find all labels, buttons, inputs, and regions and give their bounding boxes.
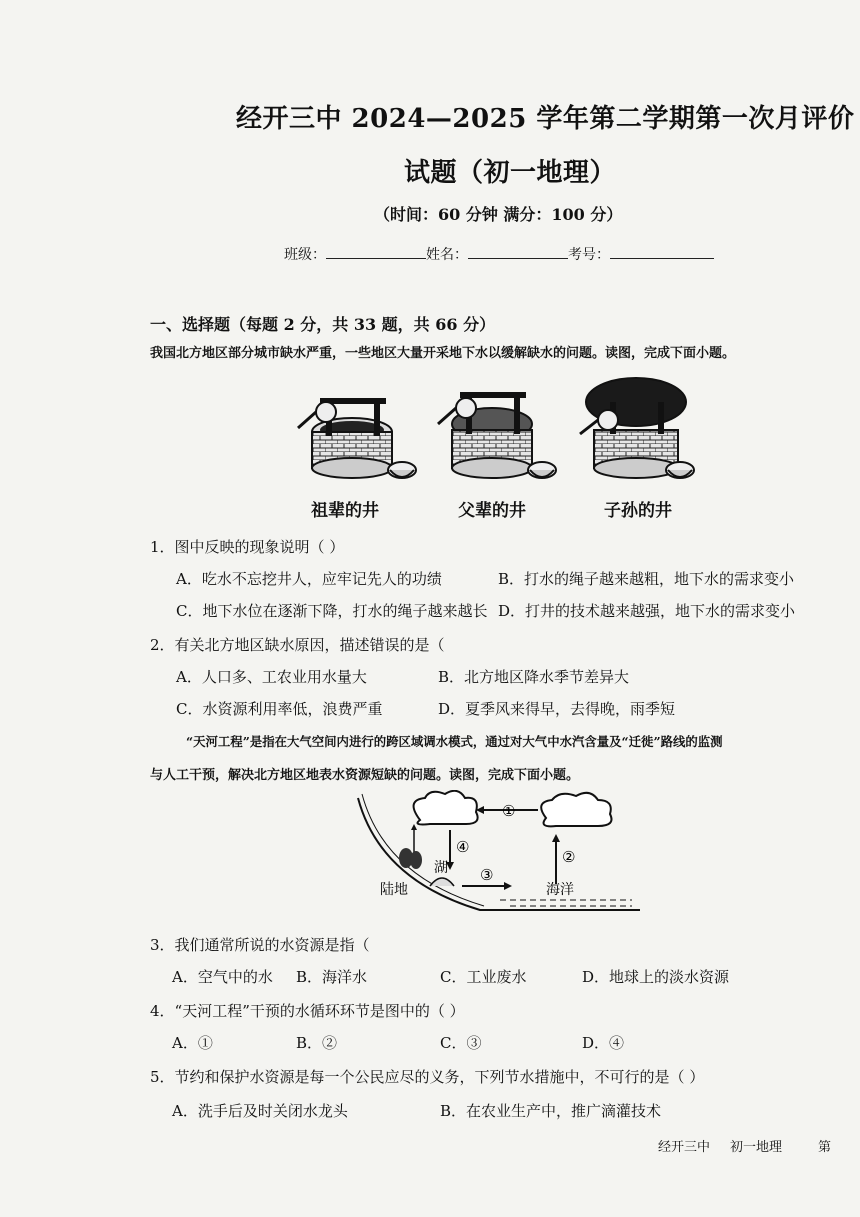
label-arrow-3: ③: [480, 866, 494, 884]
section-heading: 一、选择题（每题 2 分，共 33 题，共 66 分）: [150, 315, 496, 334]
name-blank[interactable]: [468, 244, 568, 259]
exam-no-label: 考号：: [568, 247, 610, 263]
question-1-option-d[interactable]: D．打井的技术越来越强，地下水的需求变小: [498, 602, 796, 620]
question-3-option-a[interactable]: A．空气中的水: [172, 968, 273, 986]
question-3-option-b[interactable]: B．海洋水: [296, 968, 368, 986]
question-4-option-a[interactable]: A．①: [172, 1034, 213, 1052]
time-info: （时间：60 分钟 满分：100 分）: [374, 205, 623, 224]
question-3-option-d[interactable]: D．地球上的淡水资源: [582, 968, 730, 986]
label-arrow-1: ①: [502, 802, 516, 820]
question-1-stem: 1．图中反映的现象说明（ ）: [150, 538, 345, 556]
label-lake: 湖: [434, 860, 448, 876]
well-caption-1: 祖辈的井: [311, 501, 379, 521]
intro-tianhe-line1: “天河工程”是指在大气空间内进行的跨区域调水模式，通过对大气中水汽含量及“迁徙”路线的监测: [186, 734, 723, 749]
footer-page: 第: [818, 1140, 832, 1155]
intro-tianhe-line2: 与人工干预，解决北方地区地表水资源短缺的问题。读图，完成下面小题。: [150, 768, 580, 783]
footer-school: 经开三中: [658, 1140, 711, 1155]
well-parents: [438, 392, 556, 478]
class-blank[interactable]: [326, 244, 426, 259]
well-grandparents: [298, 398, 416, 478]
intro-wells: 我国北方地区部分城市缺水严重，一些地区大量开采地下水以缓解缺水的问题。读图，完成下面小题。: [150, 346, 736, 361]
question-2-option-c[interactable]: C．水资源利用率低，浪费严重: [176, 700, 383, 718]
student-info-row: [284, 244, 714, 264]
page-title-line2: 试题（初一地理）: [404, 158, 617, 188]
question-4-stem: 4．“天河工程”干预的水循环环节是图中的（ ）: [150, 1002, 465, 1020]
question-1-option-b[interactable]: B．打水的绳子越来越粗，地下水的需求变小: [498, 570, 795, 588]
label-arrow-4: ④: [456, 838, 470, 856]
water-cycle-diagram: [350, 790, 640, 920]
question-4-option-b[interactable]: B．②: [296, 1034, 338, 1052]
cloud-left: [414, 791, 478, 825]
footer-subject: 初一地理: [730, 1140, 783, 1155]
question-1-option-c[interactable]: C．地下水位在逐渐下降，打水的绳子越来越长: [176, 602, 488, 620]
label-arrow-2: ②: [562, 848, 576, 866]
well-caption-2: 父辈的井: [458, 501, 526, 521]
question-3-stem: 3．我们通常所说的水资源是指（: [150, 936, 370, 954]
question-5-option-a[interactable]: A．洗手后及时关闭水龙头: [172, 1102, 348, 1120]
question-4-option-d[interactable]: D．④: [582, 1034, 625, 1052]
question-5-option-b[interactable]: B．在农业生产中，推广滴灌技术: [440, 1102, 662, 1120]
exam-no-blank[interactable]: [610, 244, 714, 259]
question-3-option-c[interactable]: C．工业废水: [440, 968, 527, 986]
well-caption-3: 子孙的井: [604, 501, 672, 521]
question-2-option-b[interactable]: B．北方地区降水季节差异大: [438, 668, 630, 686]
question-5-stem: 5．节约和保护水资源是每一个公民应尽的义务，下列节水措施中，不可行的是（ ）: [150, 1068, 705, 1086]
name-label: 姓名：: [426, 247, 468, 263]
class-label: 班级：: [284, 247, 326, 263]
question-1-option-a[interactable]: A．吃水不忘挖井人，应牢记先人的功绩: [176, 570, 442, 588]
question-2-option-a[interactable]: A．人口多、工农业用水量大: [176, 668, 367, 686]
cloud-right: [541, 793, 611, 827]
question-4-option-c[interactable]: C．③: [440, 1034, 482, 1052]
question-2-option-d[interactable]: D．夏季风来得早，去得晚，雨季短: [438, 700, 676, 718]
label-ocean: 海洋: [546, 882, 574, 898]
well-grandchildren: [580, 378, 694, 478]
page-title-line1: 经开三中 2024—2025 学年第二学期第一次月评价: [236, 104, 855, 134]
question-2-stem: 2．有关北方地区缺水原因，描述错误的是（: [150, 636, 445, 654]
label-land: 陆地: [380, 882, 408, 898]
